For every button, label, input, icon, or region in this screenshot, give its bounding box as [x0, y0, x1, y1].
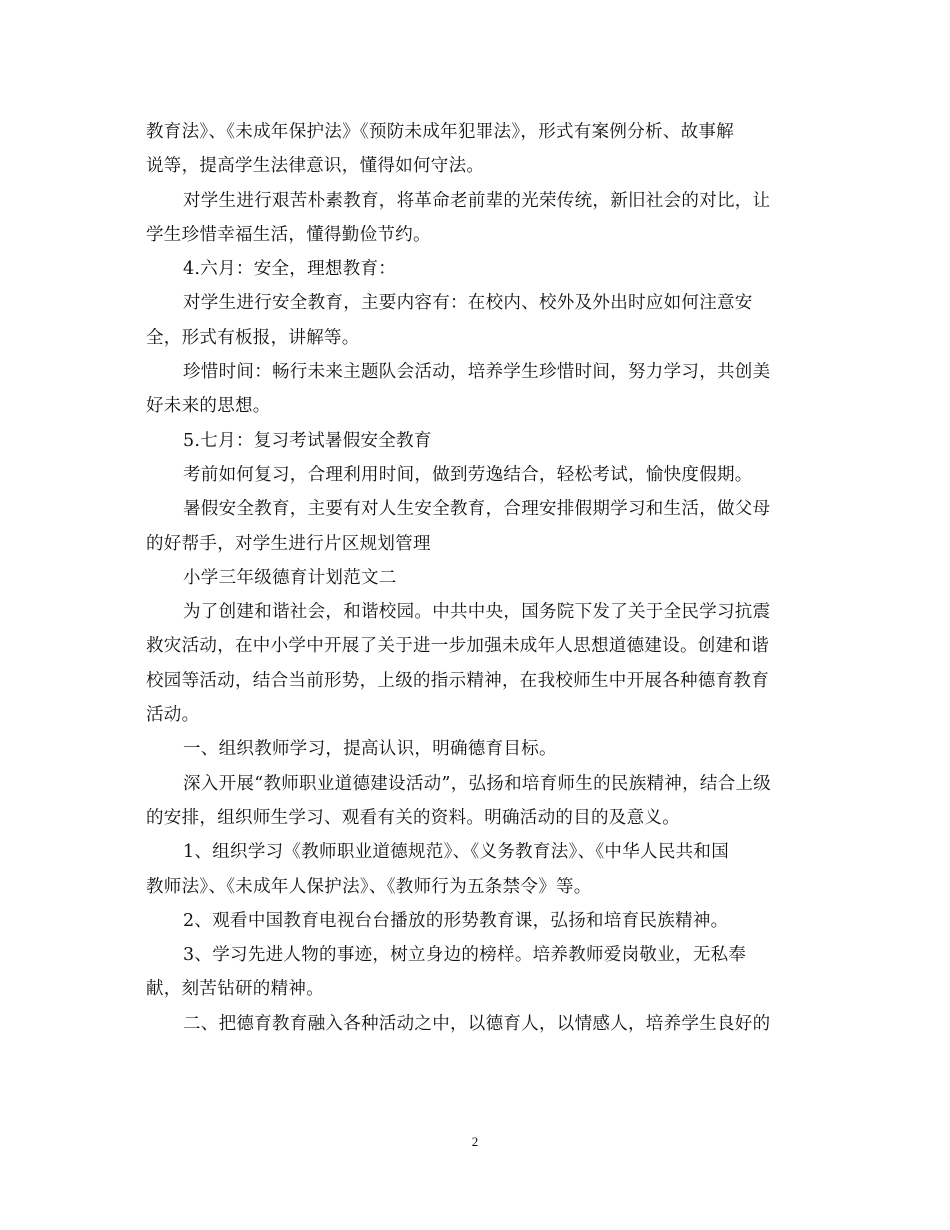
- text-line: 2、观看中国教育电视台台播放的形势教育课，弘扬和培育民族精神。: [183, 910, 729, 931]
- text-line: 献，刻苦钻研的精神。: [146, 979, 324, 1000]
- text-line: 对学生进行安全教育，主要内容有：在校内、校外及外出时应如何注意安: [183, 293, 753, 314]
- text-line: 好未来的思想。: [146, 396, 271, 417]
- text-line: 教师法》、《未成年人保护法》、《教师行为五条禁令》等。: [146, 876, 592, 897]
- text-line: 对学生进行艰苦朴素教育，将革命老前辈的光荣传统，新旧社会的对比，让: [183, 190, 771, 211]
- text-line: 4.六月：安全，理想教育：: [183, 259, 397, 280]
- text-line: 一、组织教师学习，提高认识，明确德育目标。: [183, 739, 557, 760]
- text-line: 学生珍惜幸福生活，懂得勤俭节约。: [146, 224, 431, 245]
- text-line: 小学三年级德育计划范文二: [183, 567, 397, 588]
- text-line: 的好帮手，对学生进行片区规划管理: [146, 533, 431, 554]
- text-line: 说等，提高学生法律意识，懂得如何守法。: [146, 156, 485, 177]
- text-line: 活动。: [146, 705, 200, 726]
- text-line: 深入开展“教师职业道德建设活动”，弘扬和培育师生的民族精神，结合上级: [183, 773, 772, 794]
- text-line: 3、学习先进人物的事迹，树立身边的榜样。培养教师爱岗敬业，无私奉: [183, 945, 747, 966]
- page-number: 2: [471, 1134, 479, 1149]
- text-line: 暑假安全教育，主要有对人生安全教育，合理安排假期学习和生活，做父母: [183, 499, 771, 520]
- text-line: 的安排，组织师生学习、观看有关的资料。明确活动的目的及意义。: [146, 807, 680, 828]
- text-line: 教育法》、《未成年保护法》《预防未成年犯罪法》，形式有案例分析、故事解: [146, 122, 734, 142]
- text-line: 二、把德育教育融入各种活动之中，以德育人，以情感人，培养学生良好的: [183, 1013, 771, 1034]
- text-line: 考前如何复习，合理利用时间，做到劳逸结合，轻松考试，愉快度假期。: [183, 464, 753, 485]
- text-line: 救灾活动，在中小学中开展了关于进一步加强未成年人思想道德建设。创建和谐: [146, 636, 769, 657]
- text-line: 校园等活动，结合当前形势，上级的指示精神，在我校师生中开展各种德育教育: [146, 670, 769, 691]
- text-line: 全，形式有板报，讲解等。: [146, 327, 360, 348]
- text-line: 1、组织学习《教师职业道德规范》、《义务教育法》、《中华人民共和国: [183, 842, 730, 863]
- document-body: [146, 115, 802, 1041]
- text-line: 5.七月：复习考试暑假安全教育: [183, 430, 432, 451]
- text-line: 珍惜时间：畅行未来主题队会活动，培养学生珍惜时间，努力学习，共创美: [183, 362, 771, 383]
- text-line: 为了创建和谐社会，和谐校园。中共中央，国务院下发了关于全民学习抗震: [183, 602, 771, 623]
